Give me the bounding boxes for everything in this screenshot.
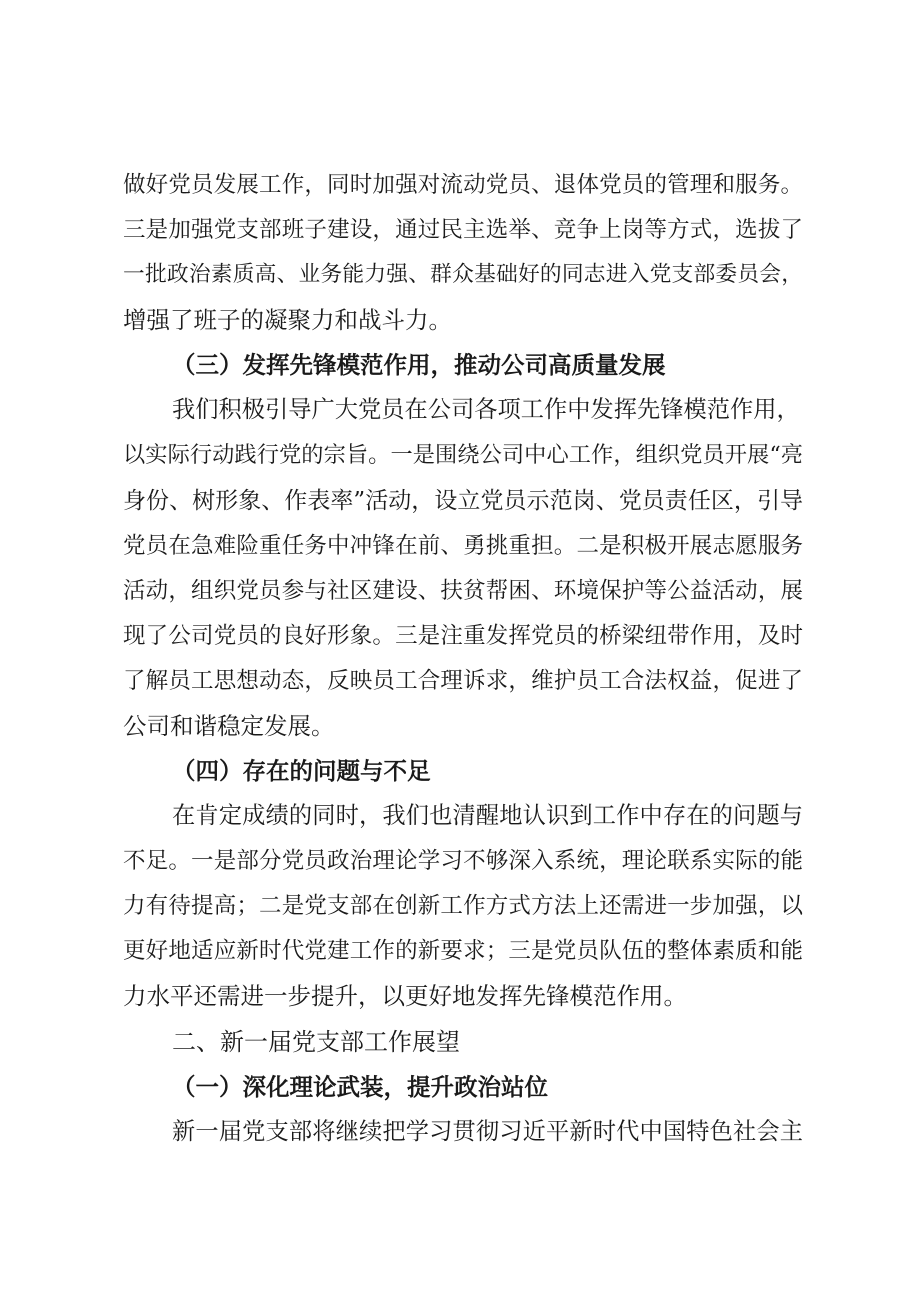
paragraph-2-line-5: 活动，组织党员参与社区建设、扶贫帮困、环境保护等公益活动，展 xyxy=(123,578,803,604)
paragraph-1-line-1: 做好党员发展工作，同时加强对流动党员、退体党员的管理和服务。 xyxy=(123,172,803,198)
heading-4: （四）存在的问题与不足 xyxy=(172,757,431,785)
paragraph-2-line-6: 现了公司党员的良好形象。三是注重发挥党员的桥梁纽带作用，及时 xyxy=(123,623,803,649)
section-2-title: 二、新一届党支部工作展望 xyxy=(172,1028,460,1056)
paragraph-2-line-1: 我们积极引导广大党员在公司各项工作中发挥先锋模范作用， xyxy=(172,396,800,423)
paragraph-1-line-4: 增强了班子的凝聚力和战斗力。 xyxy=(123,306,452,334)
paragraph-2-line-4: 党员在急难险重任务中冲锋在前、勇挑重担。二是积极开展志愿服务 xyxy=(123,533,803,559)
paragraph-2-line-7: 了解员工思想动态，反映员工合理诉求，维护员工合法权益，促进了 xyxy=(123,668,803,694)
paragraph-3-line-2: 不足。一是部分党员政治理论学习不够深入系统，理论联系实际的能 xyxy=(123,848,803,874)
paragraph-4-line-1: 新一届党支部将继续把学习贯彻习近平新时代中国特色社会主 xyxy=(172,1118,803,1145)
paragraph-1-line-3: 一批政治素质高、业务能力强、群众基础好的同志进入党支部委员会， xyxy=(123,262,803,287)
paragraph-1-line-2: 三是加强党支部班子建设，通过民主选举、竞争上岗等方式，选拔了 xyxy=(123,217,803,243)
heading-3: （三）发挥先锋模范作用，推动公司高质量发展 xyxy=(172,351,666,379)
heading-section-2-1: （一）深化理论武装，提升政治站位 xyxy=(172,1073,548,1101)
paragraph-2-line-8: 公司和谐稳定发展。 xyxy=(123,712,335,740)
paragraph-3-line-3: 力有待提高；二是党支部在创新工作方式方法上还需进一步加强，以 xyxy=(123,893,803,919)
paragraph-2-line-2: 以实际行动践行党的宗旨。一是围绕公司中心工作，组织党员开展“亮 xyxy=(123,442,803,468)
paragraph-2-line-3: 身份、树形象、作表率”活动，设立党员示范岗、党员责任区，引导 xyxy=(123,488,803,514)
paragraph-3-line-5: 力水平还需进一步提升，以更好地发挥先锋模范作用。 xyxy=(123,982,687,1010)
paragraph-3-line-4: 更好地适应新时代党建工作的新要求；三是党员队伍的整体素质和能 xyxy=(123,938,803,964)
paragraph-3-line-1: 在肯定成绩的同时，我们也清醒地认识到工作中存在的问题与 xyxy=(172,802,803,829)
